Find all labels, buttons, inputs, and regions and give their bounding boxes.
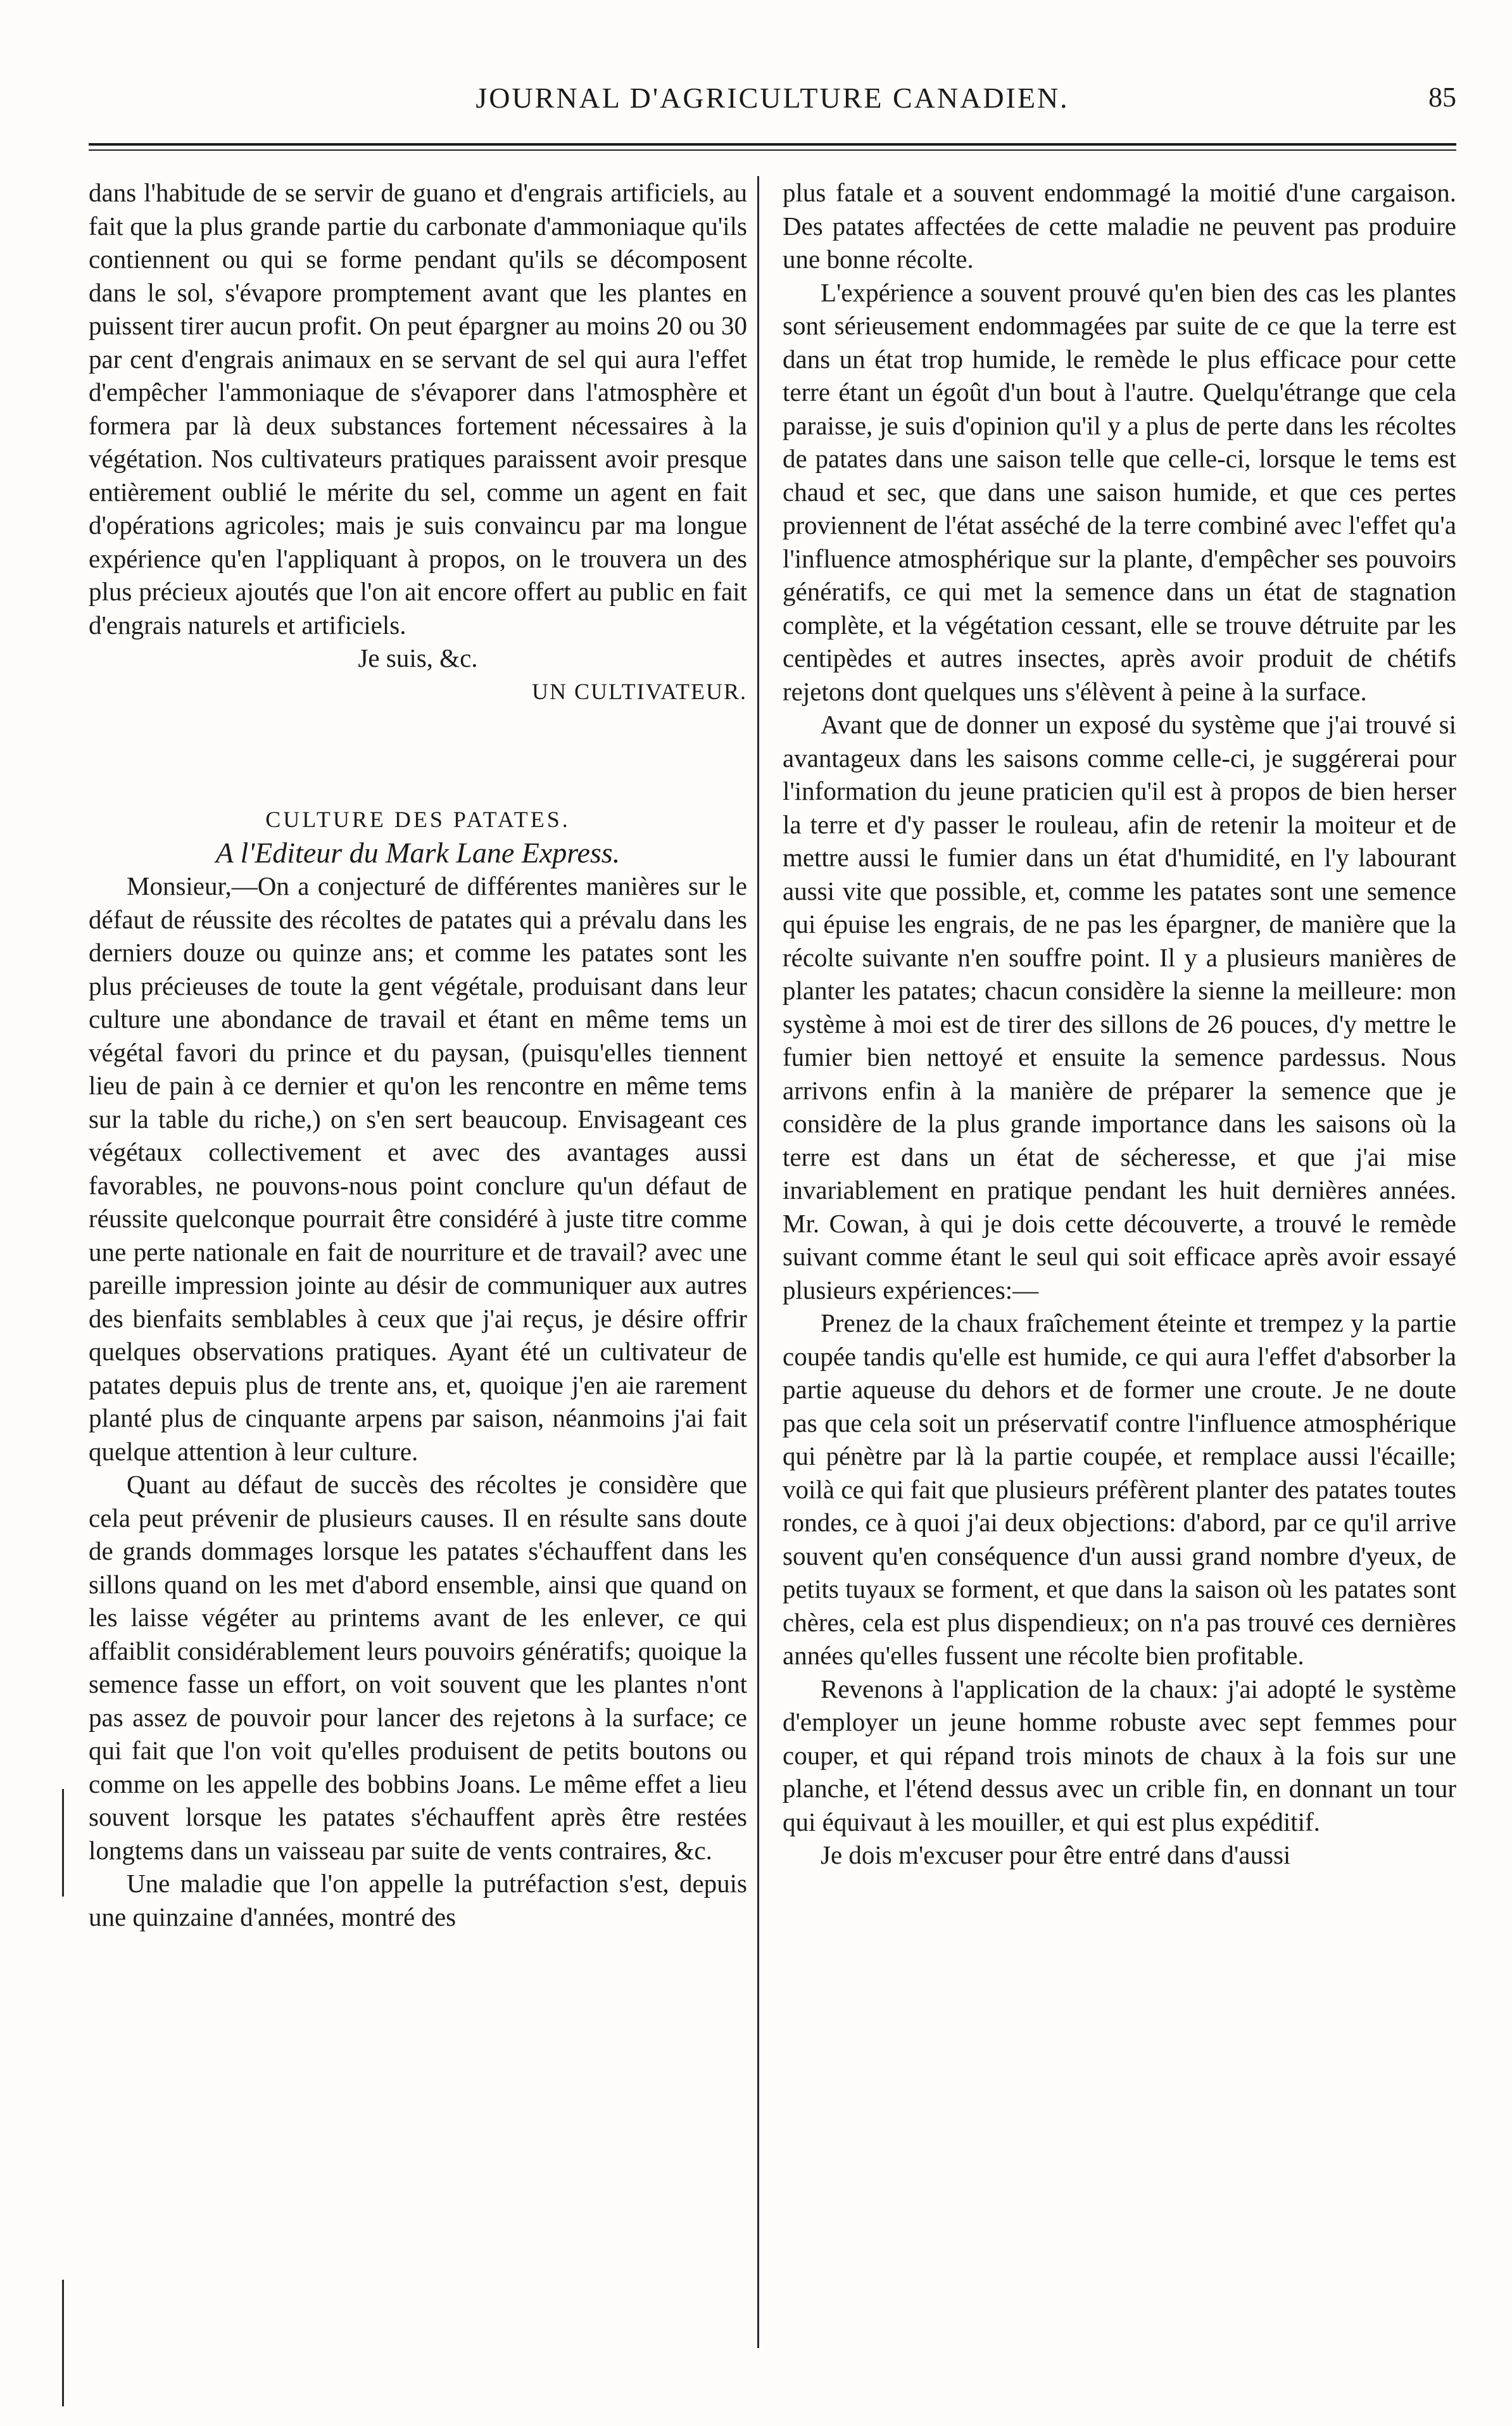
paragraph: Revenons à l'application de la chaux: j'ai adopté le système d'employer un jeune homme robuste avec sept femmes pour couper, et qui répand trois minots de chaux à la fois sur une planche, et l'étend dessus avec un crible fin, en donnant un tour qui équivaut à les mouiller, et qui est plus expéditif. — [783, 1674, 1456, 1836]
closing-line: Je suis, &c. — [358, 643, 478, 673]
margin-mark — [62, 2280, 64, 2406]
paragraph: dans l'habitude de se servir de guano et d'engrais artificiels, au fait que la plus grande partie du carbonate d'ammoniaque qu'ils contiennent ou qui se forme pendant qu'ils se décomposent dans le sol, s'évapore promptement avant que les plantes en puissent tirer aucun profit. On peut épargner au moins 20 ou 30 par cent d'engrais animaux en se servant de sel qui aura l'effet d'empêcher l'ammoniaque de s'évaporer dans l'atmosphère et formera par là deux substances fortement nécessaires à la végétation. Nos cultivateurs pratiques paraissent avoir presque entièrement oublié le mérite du sel, comme un agent en fait d'opérations agricoles; mais je suis convaincu par ma longue expérience qu'en l'appliquant à propos, on le trouvera un des plus précieux ajoutés que l'on ait encore offert au public en fait d'engrais naturels et artificiels. — [89, 178, 747, 640]
right-column — [783, 176, 1456, 1872]
section-title: CULTURE DES PATATES. — [265, 807, 570, 832]
header-rule-thick — [89, 143, 1456, 146]
header-rule-thin — [89, 149, 1456, 151]
page-header — [89, 81, 1456, 125]
paragraph: Prenez de la chaux fraîchement éteinte et trempez y la partie coupée tandis qu'elle est humide, ce qui aura l'effet d'absorber la partie aqueuse du dehors et de former une croute. Je ne doute pas que cela soit un préservatif contre l'influence atmosphérique qui pénètre par là la partie coupée, et remplace aussi l'écaille; voilà ce qui fait que plusieurs préfèrent planter des patates toutes rondes, ce à quoi j'ai deux objections: d'abord, par ce qu'il arrive souvent qu'en conséquence d'un aussi grand nombre d'yeux, de petits tuyaux se forment, et que dans la saison où les patates sont chères, cela est plus dispendieux; on n'a pas trouvé ces dernières années qu'elles fussent une récolte bien profitable. — [783, 1308, 1456, 1670]
paragraph: L'expérience a souvent prouvé qu'en bien des cas les plantes sont sérieusement endommagées par suite de ce que la terre est dans un état trop humide, le remède le plus efficace pour cette terre étant un égoût d'un bout à l'autre. Quelqu'étrange que cela paraisse, je suis d'opinion qu'il y a plus de perte dans les récoltes de patates dans une saison telle que celle-ci, lorsque le tems est chaud et sec, que dans une saison humide, et que ces pertes proviennent de l'état asséché de la terre combiné avec l'effet qu'a l'influence atmosphérique sur la plante, d'empêcher ses pouvoirs génératifs, ce qui met la semence dans un état de stagnation complète, et la végétation cessant, elle se trouve détruite par les centipèdes et autres insectes, après avoir produit de chétifs rejetons dont quelques uns s'élèvent à peine à la surface. — [783, 277, 1456, 706]
margin-mark — [62, 1789, 64, 1897]
signature: UN CULTIVATEUR. — [531, 678, 747, 704]
paragraph: Je dois m'excuser pour être entré dans d'aussi — [821, 1840, 1291, 1869]
paragraph: plus fatale et a souvent endommagé la moitié d'une cargaison. Des patates affectées de cette maladie ne peuvent pas produire une bonne récolte. — [783, 178, 1456, 274]
letter-address: A l'Editeur du Mark Lane Express. — [215, 836, 621, 869]
paragraph: Monsieur,—On a conjecturé de différentes manières sur le défaut de réussite des récoltes de patates qui a prévalu dans les derniers douze ou quinze ans; et comme les patates sont les plus précieuses de toute la gent végétale, produisant dans leur culture une abondance de travail et étant en même tems un végétal favori du prince et du paysan, (puisqu'elles tiennent lieu de pain à ce dernier et qu'on les rencontre en même tems sur la table du riche,) on s'en sert beaucoup. Envisageant ces végétaux collectivement et avec des avantages aussi favorables, ne pouvons-nous point conclure qu'un défaut de réussite quelconque pourrait être considéré à juste titre comme une perte nationale en fait de nourriture et de travail? avec une pareille impression jointe au désir de communiquer aux autres des bienfaits semblables à ceux que j'ai reçus, je désire offrir quelques observations pratiques. Ayant été un cultivateur de patates depuis plus de trente ans, et, quoique j'en aie rarement planté plus de cinquante arpens par saison, néanmoins j'ai fait quelque attention à leur culture. — [89, 871, 747, 1466]
paragraph: Une maladie que l'on appelle la putréfaction s'est, depuis une quinzaine d'années, montré des — [89, 1869, 747, 1931]
column-divider — [757, 176, 759, 2348]
paragraph: Quant au défaut de succès des récoltes je considère que cela peut prévenir de plusieurs causes. Il en résulte sans doute de grands dommages lorsque les patates s'échauffent dans les sillons quand on les met d'abord ensemble, ainsi que quand on les laisse végéter au printems avant de les enlever, ce qui affaiblit considérablement leurs pouvoirs génératifs; quoique la semence fasse un effort, on voit souvent que les plantes n'ont pas assez de pouvoir pour lancer des rejetons à la surface; ce qui fait que l'on voit qu'elles produisent de petits boutons ou comme on les appelle des bobbins Joans. Le même effet a lieu souvent lorsque les patates s'échauffent après être restées longtems dans un vaisseau par suite de vents contraires, &c. — [89, 1470, 747, 1865]
left-column — [89, 176, 747, 1933]
paragraph: Avant que de donner un exposé du système que j'ai trouvé si avantageux dans les saisons comme celle-ci, je suggérerai pour l'information du jeune praticien qu'il est à propos de bien herser la terre et d'y passer le rouleau, afin de retenir la moiteur et de mettre aussi le fumier dans un état d'humidité, en l'y labourant aussi vite que possible, et, comme les patates sont une semence qui épuise les engrais, de ne pas les épargner, de manière que la récolte suivante n'en souffre point. Il y a plusieurs manières de planter les patates; chacun considère la sienne la meilleure: mon système à moi est de tirer des sillons de 26 pouces, d'y mettre le fumier bien nettoyé et ensuite la semence pardessus. Nous arrivons enfin à la manière de préparer la semence que je considère de la plus grande importance dans les saisons où la terre est dans un état de sécheresse, et que j'ai mise invariablement en pratique pendant les huit dernières années. Mr. Cowan, à qui je dois cette découverte, a trouvé le remède suivant comme étant le seul qui soit efficace après avoir essayé plusieurs expériences:— — [783, 710, 1456, 1305]
spacer — [89, 708, 747, 803]
page-number: 85 — [1428, 82, 1456, 113]
journal-title: JOURNAL D'AGRICULTURE CANADIEN. — [476, 82, 1069, 114]
